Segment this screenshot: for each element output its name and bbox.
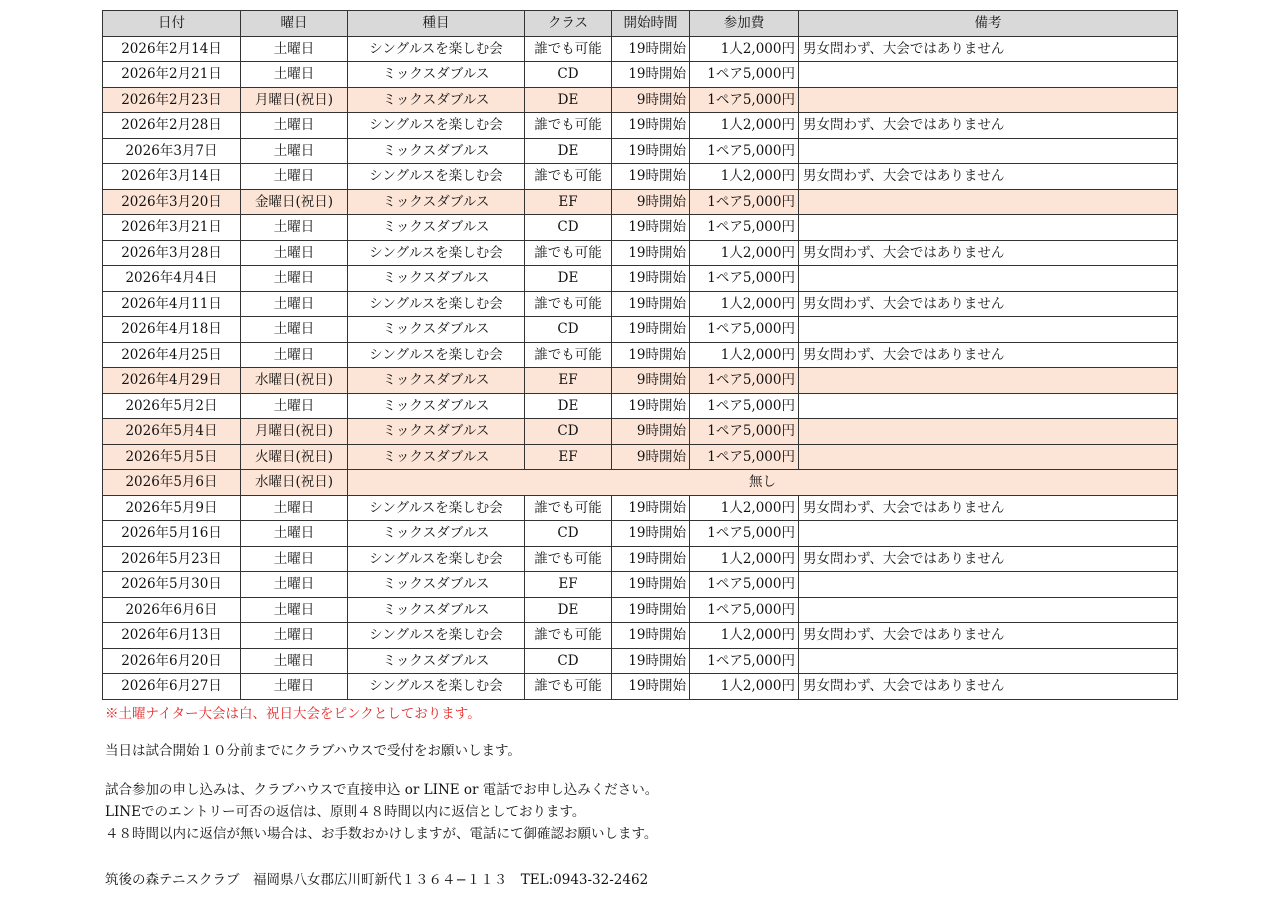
day-cell: 土曜日 [241,546,348,572]
class-cell: DE [525,138,612,164]
fee-cell: 1人2,000円 [690,164,799,190]
table-row [103,215,1178,241]
class-cell: CD [525,521,612,547]
color-legend-note: ※土曜ナイター大会は白、祝日大会をピンクとしております。 [105,706,481,722]
table-row [103,419,1178,445]
fee-cell: 1人2,000円 [690,495,799,521]
remarks-cell [799,368,1178,394]
remarks-cell: 男女問わず、大会ではありません [799,240,1178,266]
event-cell: シングルスを楽しむ会 [348,623,525,649]
day-cell: 土曜日 [241,36,348,62]
event-cell: シングルスを楽しむ会 [348,240,525,266]
remarks-cell [799,521,1178,547]
table-row [103,521,1178,547]
day-cell: 土曜日 [241,572,348,598]
day-cell: 土曜日 [241,521,348,547]
day-cell: 土曜日 [241,317,348,343]
remarks-cell: 男女問わず、大会ではありません [799,674,1178,700]
start-time-cell: 9時開始 [612,189,690,215]
fee-cell: 1ペア5,000円 [690,138,799,164]
header-event: 種目 [348,11,525,37]
start-time-cell: 19時開始 [612,291,690,317]
remarks-cell: 男女問わず、大会ではありません [799,291,1178,317]
start-time-cell: 19時開始 [612,623,690,649]
remarks-cell: 男女問わず、大会ではありません [799,164,1178,190]
day-cell: 月曜日(祝日) [241,419,348,445]
table-row [103,495,1178,521]
table-row [103,368,1178,394]
fee-cell: 1人2,000円 [690,36,799,62]
day-cell: 水曜日(祝日) [241,368,348,394]
class-cell: EF [525,444,612,470]
date-cell: 2026年6月27日 [103,674,241,700]
table-row [103,674,1178,700]
entry-line: 試合参加の申し込みは、クラブハウスで直接申込 or LINE or 電話でお申し込みください。 [105,782,659,798]
schedule-body [103,36,1178,699]
table-row [103,648,1178,674]
day-cell: 土曜日 [241,342,348,368]
fee-cell: 1ペア5,000円 [690,189,799,215]
remarks-cell: 男女問わず、大会ではありません [799,546,1178,572]
event-cell: シングルスを楽しむ会 [348,495,525,521]
date-cell: 2026年5月2日 [103,393,241,419]
start-time-cell: 9時開始 [612,444,690,470]
class-cell: 誰でも可能 [525,240,612,266]
header-notes: 備考 [799,11,1178,37]
fee-cell: 1人2,000円 [690,342,799,368]
remarks-cell [799,62,1178,88]
class-cell: 誰でも可能 [525,113,612,139]
date-cell: 2026年5月23日 [103,546,241,572]
event-cell: ミックスダブルス [348,572,525,598]
date-cell: 2026年5月9日 [103,495,241,521]
start-time-cell: 19時開始 [612,266,690,292]
fee-cell: 1ペア5,000円 [690,368,799,394]
date-cell: 2026年5月5日 [103,444,241,470]
table-row [103,572,1178,598]
day-cell: 土曜日 [241,215,348,241]
start-time-cell: 19時開始 [612,138,690,164]
date-cell: 2026年2月14日 [103,36,241,62]
class-cell: EF [525,572,612,598]
event-cell: シングルスを楽しむ会 [348,113,525,139]
event-cell: シングルスを楽しむ会 [348,36,525,62]
event-cell: ミックスダブルス [348,215,525,241]
event-cell: シングルスを楽しむ会 [348,291,525,317]
fee-cell: 1人2,000円 [690,546,799,572]
day-cell: 土曜日 [241,495,348,521]
remarks-cell [799,138,1178,164]
event-cell: シングルスを楽しむ会 [348,342,525,368]
class-cell: CD [525,317,612,343]
fee-cell: 1人2,000円 [690,113,799,139]
date-cell: 2026年3月28日 [103,240,241,266]
day-cell: 火曜日(祝日) [241,444,348,470]
date-cell: 2026年6月20日 [103,648,241,674]
date-cell: 2026年2月23日 [103,87,241,113]
day-cell: 土曜日 [241,62,348,88]
class-cell: 誰でも可能 [525,36,612,62]
day-cell: 土曜日 [241,164,348,190]
table-row [103,240,1178,266]
remarks-cell [799,648,1178,674]
header-row [103,11,1178,37]
start-time-cell: 19時開始 [612,164,690,190]
table-row [103,342,1178,368]
table-row [103,87,1178,113]
fee-cell: 1ペア5,000円 [690,317,799,343]
start-time-cell: 19時開始 [612,674,690,700]
table-row [103,62,1178,88]
start-time-cell: 19時開始 [612,36,690,62]
header-day: 曜日 [241,11,348,37]
date-cell: 2026年5月16日 [103,521,241,547]
day-cell: 土曜日 [241,597,348,623]
start-time-cell: 19時開始 [612,495,690,521]
date-cell: 2026年4月29日 [103,368,241,394]
day-cell: 金曜日(祝日) [241,189,348,215]
entry-line: LINEでのエントリー可否の返信は、原則４８時間以内に返信としております。 [105,804,586,820]
table-row [103,36,1178,62]
class-cell: EF [525,368,612,394]
schedule-table [102,10,1178,700]
table-row [103,189,1178,215]
class-cell: CD [525,215,612,241]
header-fee: 参加費 [690,11,799,37]
class-cell: 誰でも可能 [525,342,612,368]
fee-cell: 1ペア5,000円 [690,87,799,113]
no-event-cell: 無し [348,470,1178,496]
event-cell: ミックスダブルス [348,266,525,292]
class-cell: CD [525,648,612,674]
event-cell: ミックスダブルス [348,444,525,470]
event-cell: ミックスダブルス [348,138,525,164]
event-cell: ミックスダブルス [348,62,525,88]
remarks-cell: 男女問わず、大会ではありません [799,342,1178,368]
remarks-cell [799,444,1178,470]
day-cell: 土曜日 [241,113,348,139]
table-row [103,470,1178,496]
event-cell: ミックスダブルス [348,597,525,623]
fee-cell: 1ペア5,000円 [690,648,799,674]
class-cell: 誰でも可能 [525,164,612,190]
day-cell: 水曜日(祝日) [241,470,348,496]
header-class: クラス [525,11,612,37]
club-contact: 筑後の森テニスクラブ 福岡県八女郡広川町新代１３６４−１１３ TEL:0943-32-2462 [105,872,649,888]
remarks-cell [799,572,1178,598]
table-row [103,444,1178,470]
entry-note [105,779,658,845]
fee-cell: 1ペア5,000円 [690,393,799,419]
header-start-time: 開始時間 [612,11,690,37]
date-cell: 2026年2月21日 [103,62,241,88]
class-cell: 誰でも可能 [525,546,612,572]
header-date: 日付 [103,11,241,37]
fee-cell: 1人2,000円 [690,291,799,317]
reception-note: 当日は試合開始１０分前までにクラブハウスで受付をお願いします。 [105,743,521,759]
date-cell: 2026年3月7日 [103,138,241,164]
table-row [103,266,1178,292]
event-cell: シングルスを楽しむ会 [348,164,525,190]
fee-cell: 1ペア5,000円 [690,521,799,547]
table-row [103,113,1178,139]
date-cell: 2026年4月18日 [103,317,241,343]
table-row [103,317,1178,343]
start-time-cell: 9時開始 [612,368,690,394]
date-cell: 2026年3月14日 [103,164,241,190]
table-row [103,138,1178,164]
date-cell: 2026年5月30日 [103,572,241,598]
class-cell: CD [525,419,612,445]
remarks-cell [799,215,1178,241]
start-time-cell: 19時開始 [612,546,690,572]
start-time-cell: 19時開始 [612,597,690,623]
class-cell: CD [525,62,612,88]
day-cell: 土曜日 [241,648,348,674]
start-time-cell: 19時開始 [612,62,690,88]
date-cell: 2026年6月6日 [103,597,241,623]
start-time-cell: 19時開始 [612,342,690,368]
class-cell: 誰でも可能 [525,674,612,700]
class-cell: DE [525,87,612,113]
date-cell: 2026年4月25日 [103,342,241,368]
fee-cell: 1人2,000円 [690,623,799,649]
day-cell: 土曜日 [241,674,348,700]
date-cell: 2026年4月4日 [103,266,241,292]
event-cell: ミックスダブルス [348,317,525,343]
table-row [103,164,1178,190]
remarks-cell: 男女問わず、大会ではありません [799,113,1178,139]
remarks-cell: 男女問わず、大会ではありません [799,623,1178,649]
date-cell: 2026年2月28日 [103,113,241,139]
class-cell: 誰でも可能 [525,495,612,521]
fee-cell: 1ペア5,000円 [690,266,799,292]
fee-cell: 1ペア5,000円 [690,62,799,88]
class-cell: 誰でも可能 [525,291,612,317]
event-cell: ミックスダブルス [348,87,525,113]
event-cell: シングルスを楽しむ会 [348,546,525,572]
class-cell: DE [525,393,612,419]
date-cell: 2026年3月21日 [103,215,241,241]
remarks-cell [799,266,1178,292]
day-cell: 土曜日 [241,623,348,649]
event-cell: ミックスダブルス [348,189,525,215]
start-time-cell: 9時開始 [612,419,690,445]
day-cell: 土曜日 [241,266,348,292]
event-cell: ミックスダブルス [348,368,525,394]
start-time-cell: 19時開始 [612,113,690,139]
event-cell: ミックスダブルス [348,648,525,674]
start-time-cell: 19時開始 [612,521,690,547]
class-cell: DE [525,266,612,292]
start-time-cell: 19時開始 [612,317,690,343]
start-time-cell: 9時開始 [612,87,690,113]
date-cell: 2026年6月13日 [103,623,241,649]
remarks-cell [799,597,1178,623]
day-cell: 土曜日 [241,138,348,164]
start-time-cell: 19時開始 [612,572,690,598]
fee-cell: 1ペア5,000円 [690,444,799,470]
event-cell: シングルスを楽しむ会 [348,674,525,700]
remarks-cell [799,189,1178,215]
day-cell: 土曜日 [241,393,348,419]
remarks-cell [799,393,1178,419]
fee-cell: 1ペア5,000円 [690,419,799,445]
fee-cell: 1ペア5,000円 [690,215,799,241]
table-row [103,291,1178,317]
table-row [103,623,1178,649]
class-cell: DE [525,597,612,623]
remarks-cell [799,87,1178,113]
remarks-cell: 男女問わず、大会ではありません [799,36,1178,62]
date-cell: 2026年5月6日 [103,470,241,496]
fee-cell: 1人2,000円 [690,674,799,700]
remarks-cell: 男女問わず、大会ではありません [799,495,1178,521]
start-time-cell: 19時開始 [612,648,690,674]
date-cell: 2026年4月11日 [103,291,241,317]
remarks-cell [799,317,1178,343]
date-cell: 2026年5月4日 [103,419,241,445]
day-cell: 土曜日 [241,291,348,317]
remarks-cell [799,419,1178,445]
class-cell: EF [525,189,612,215]
event-cell: ミックスダブルス [348,419,525,445]
table-row [103,597,1178,623]
event-cell: ミックスダブルス [348,521,525,547]
fee-cell: 1ペア5,000円 [690,597,799,623]
table-row [103,393,1178,419]
start-time-cell: 19時開始 [612,240,690,266]
date-cell: 2026年3月20日 [103,189,241,215]
event-cell: ミックスダブルス [348,393,525,419]
start-time-cell: 19時開始 [612,215,690,241]
start-time-cell: 19時開始 [612,393,690,419]
table-row [103,546,1178,572]
entry-line: ４８時間以内に返信が無い場合は、お手数おかけしますが、電話にて御確認お願いします。 [105,826,658,842]
fee-cell: 1人2,000円 [690,240,799,266]
fee-cell: 1ペア5,000円 [690,572,799,598]
class-cell: 誰でも可能 [525,623,612,649]
day-cell: 土曜日 [241,240,348,266]
day-cell: 月曜日(祝日) [241,87,348,113]
